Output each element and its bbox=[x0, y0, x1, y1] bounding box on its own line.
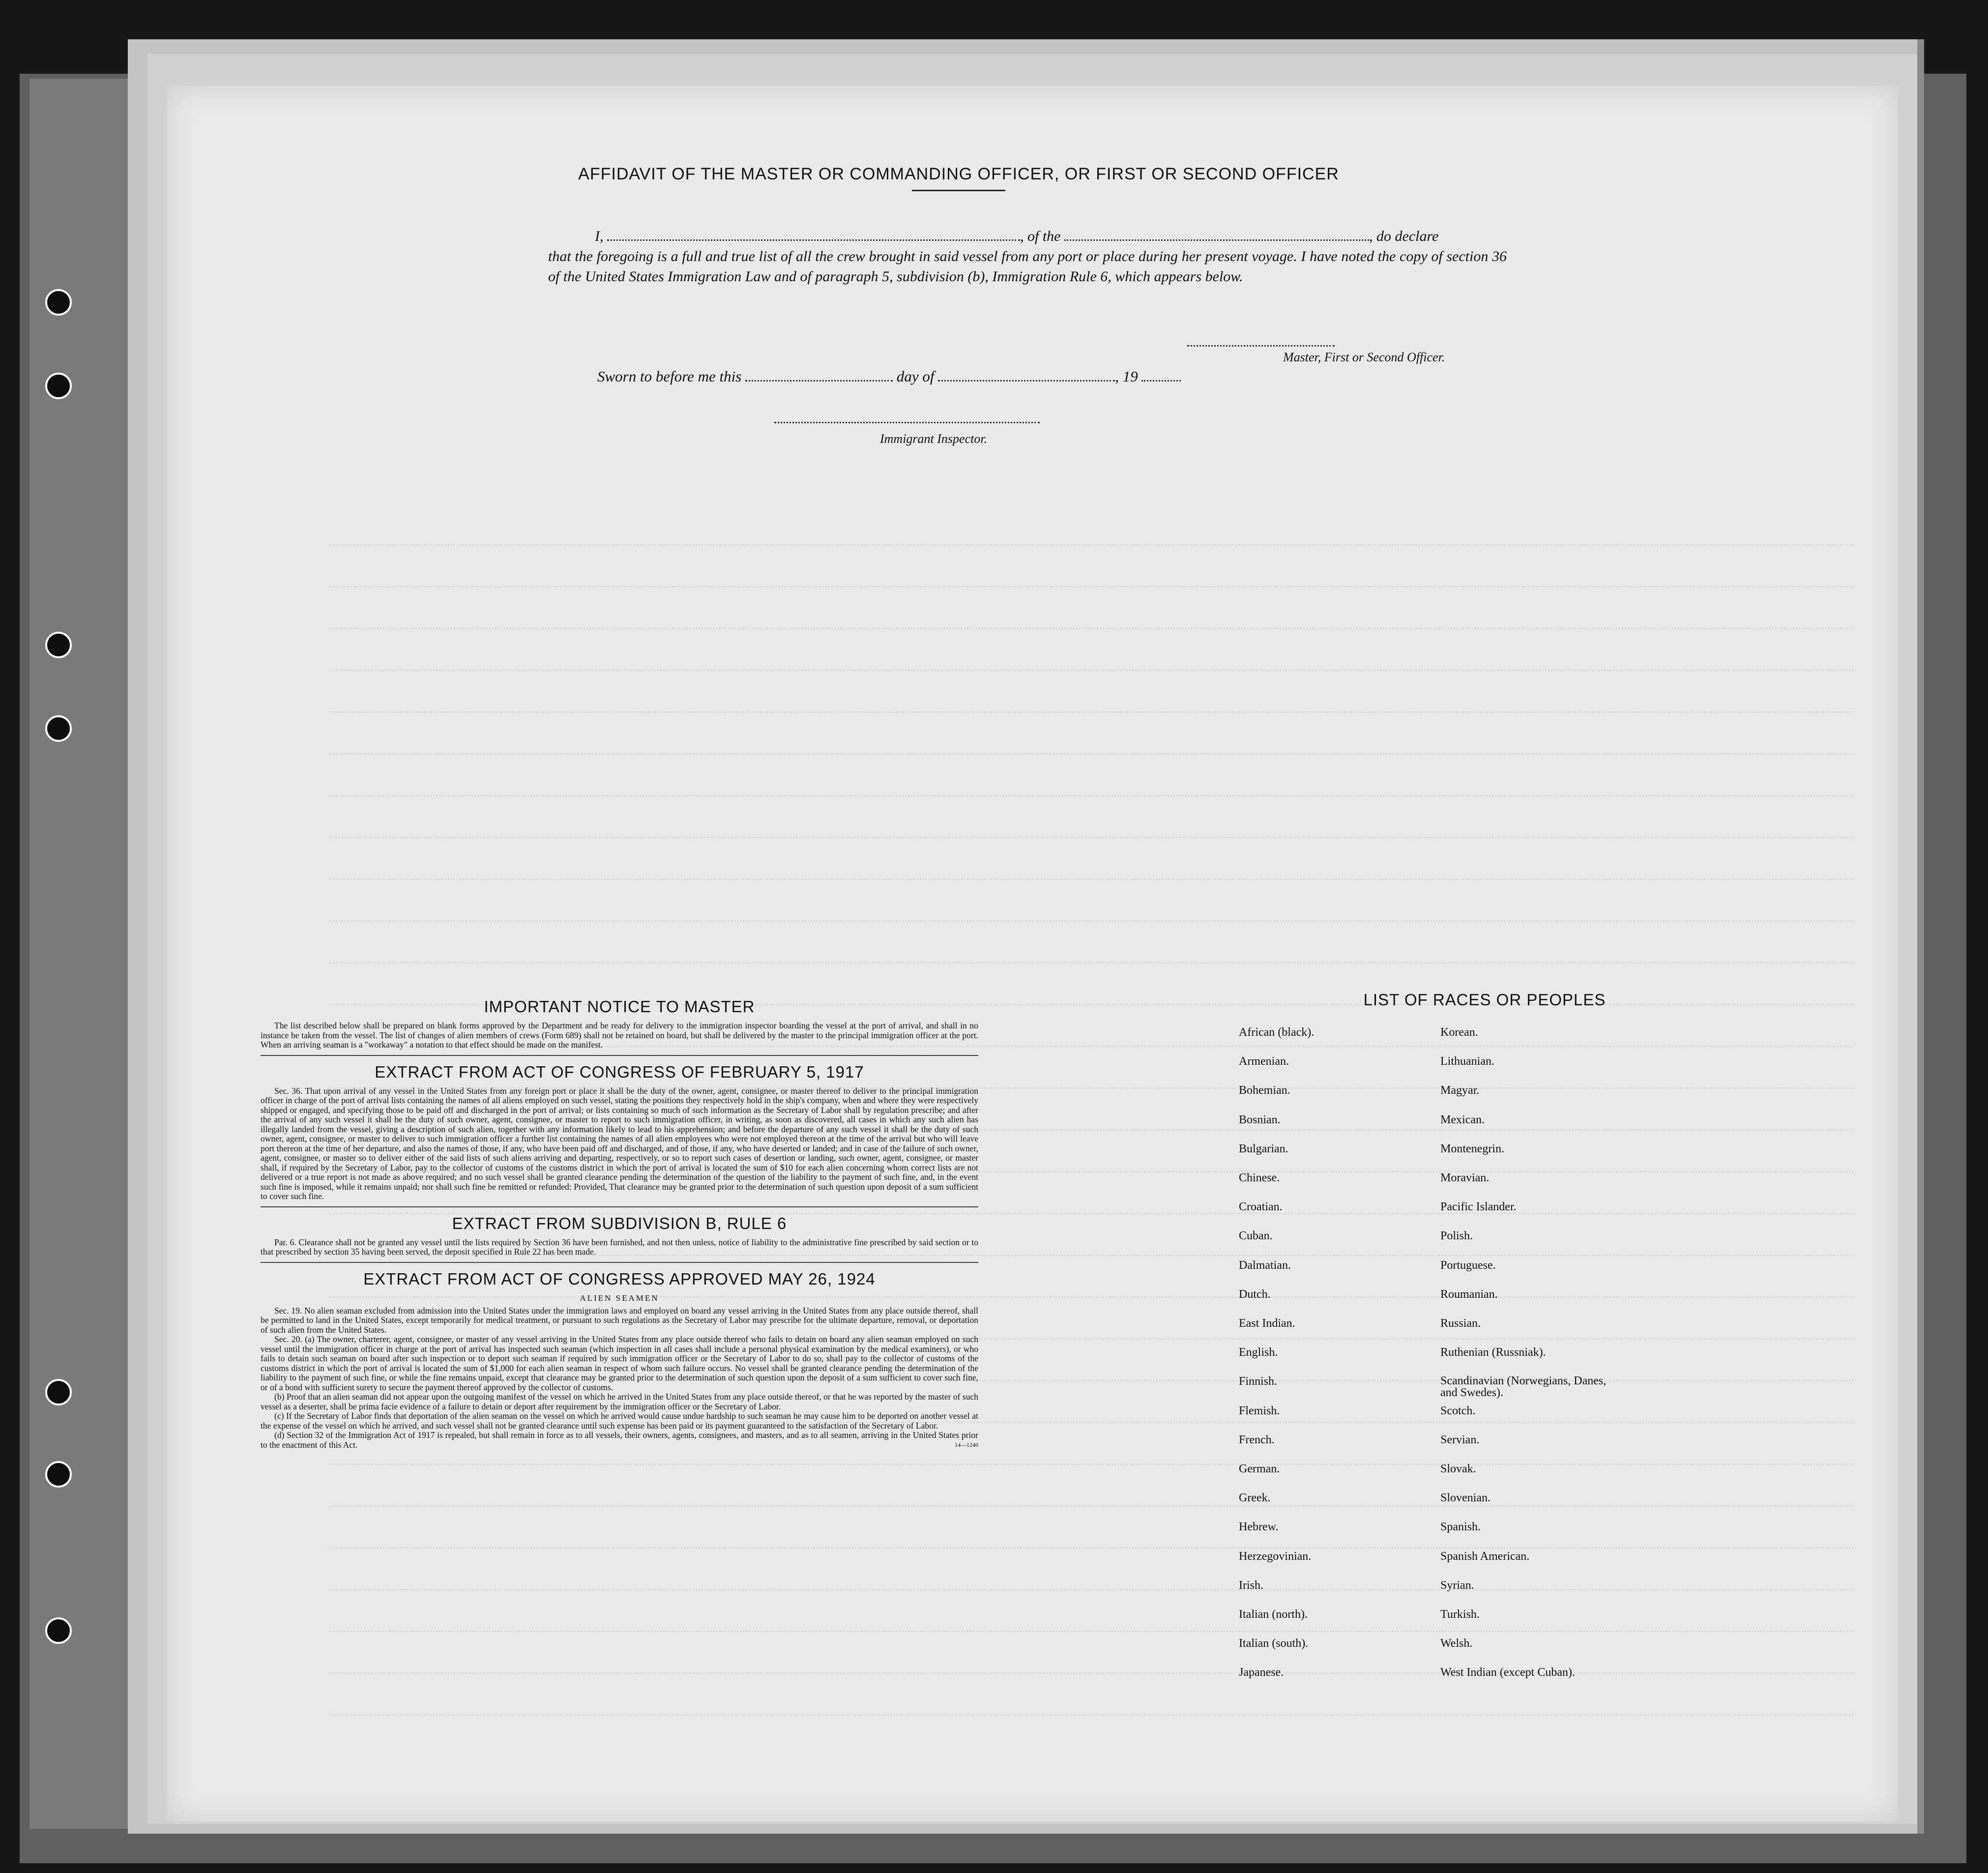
race-item: Cuban. bbox=[1239, 1229, 1273, 1243]
race-item: Servian. bbox=[1440, 1433, 1480, 1446]
race-item: Irish. bbox=[1239, 1579, 1263, 1592]
sworn-day-of: day of bbox=[896, 368, 935, 385]
race-item: Ruthenian (Russniak). bbox=[1440, 1346, 1546, 1359]
sworn-year-blank bbox=[1141, 380, 1181, 381]
sworn-year: , 19 bbox=[1115, 368, 1138, 385]
race-item: Hebrew. bbox=[1239, 1521, 1279, 1534]
race-item: Scotch. bbox=[1440, 1404, 1476, 1417]
affidavit-title: AFFIDAVIT OF THE MASTER OR COMMANDING OFFICER, OR FIRST OR SECOND OFFICER bbox=[578, 165, 1339, 183]
extract-rule6-text: Par. 6. Clearance shall not be granted any vessel until the lists required by Section 36 have been furnished, and not then unless, notice of liability to the administrative fine prescribed by said section or to that prescribed by section 35 having been served, the deposit specified in Rule 22 has been made. bbox=[261, 1237, 978, 1257]
race-item: Bohemian. bbox=[1239, 1084, 1290, 1097]
race-item: Korean. bbox=[1440, 1026, 1478, 1039]
race-item: Turkish. bbox=[1440, 1608, 1480, 1621]
sworn-month-blank bbox=[938, 380, 1115, 381]
extract-rule6-title: EXTRACT FROM SUBDIVISION B, RULE 6 bbox=[452, 1214, 787, 1232]
race-item: Montenegrin. bbox=[1440, 1142, 1504, 1155]
extract-1924-sec20b: (b) Proof that an alien seaman did not appear upon the outgoing manifest of the vessel on which he arrived in the United States from any place outside thereof, or that he was reported by the master of such vessel as a deserter, shall be prima facie evidence of a failure to detain or deport after requirement by the immigration officer or the Secretary of Labor. bbox=[261, 1392, 978, 1411]
inspector-signature-line bbox=[774, 422, 1040, 423]
binder-hole bbox=[45, 1379, 72, 1405]
section-divider bbox=[261, 1262, 978, 1263]
race-item: Dutch. bbox=[1239, 1288, 1271, 1301]
notice-title: IMPORTANT NOTICE TO MASTER bbox=[484, 997, 755, 1016]
binder-hole bbox=[45, 715, 72, 742]
manifest-page bbox=[167, 86, 1898, 1821]
race-item: Polish. bbox=[1440, 1229, 1473, 1243]
race-item: Moravian. bbox=[1440, 1171, 1490, 1184]
race-item: Finnish. bbox=[1239, 1375, 1278, 1388]
affidavit-text: that the foregoing is a full and true list of all the crew brought in said vessel from any port or place during her present voyage. I have noted the copy of section 36 of the United States Immigration Law and of paragraph 5, subdivision (b), Immigration Rule 6, which appears below. bbox=[548, 248, 1507, 285]
race-item: Flemish. bbox=[1239, 1404, 1280, 1417]
race-item: African (black). bbox=[1239, 1026, 1315, 1039]
legal-extracts bbox=[261, 991, 978, 1450]
race-item: Bosnian. bbox=[1239, 1113, 1281, 1126]
binder-hole bbox=[45, 373, 72, 399]
binder-hole bbox=[45, 1461, 72, 1488]
race-item: Scandinavian (Norwegians, Danes, and Swedes). bbox=[1440, 1375, 1607, 1400]
extract-1924-subtitle: ALIEN SEAMEN bbox=[580, 1293, 659, 1303]
section-divider bbox=[261, 1206, 978, 1207]
binder-hole bbox=[45, 1617, 72, 1644]
race-item: Dalmatian. bbox=[1239, 1258, 1291, 1272]
race-item: Roumanian. bbox=[1440, 1288, 1498, 1301]
form-code: 14—1240 bbox=[955, 1441, 978, 1448]
extract-1924-sec20d-text: (d) Section 32 of the Immigration Act of 1917 is repealed, but shall remain in force as to all vessels, their owners, agents, consignees, and masters, and as to all seamen, arriving in the United States prior to the enactment of this Act. bbox=[261, 1430, 978, 1450]
extract-1924-sec19: Sec. 19. No alien seaman excluded from admission into the United States under the immigration laws and employed on board any vessel arriving in the United States from any place outside thereof, shall be permitted to land in the United States, except temporarily for medical treatment, or pursuant to such regulations as the Secretary of Labor may prescribe for the ultimate departure, removal, or deportation of such alien from the United States. bbox=[261, 1305, 978, 1335]
master-name-blank bbox=[607, 239, 1020, 241]
signature-line bbox=[1187, 345, 1335, 347]
race-item: Spanish American. bbox=[1440, 1550, 1530, 1563]
sworn-day-blank bbox=[745, 380, 893, 381]
affidavit-line-1 bbox=[548, 226, 1507, 246]
race-item: Magyar. bbox=[1440, 1084, 1480, 1097]
race-item: Croatian. bbox=[1239, 1200, 1283, 1214]
affidavit-of-the: , of the bbox=[1020, 228, 1061, 244]
sworn-line bbox=[597, 368, 1181, 385]
affidavit-header bbox=[413, 165, 1504, 197]
race-item: Spanish. bbox=[1440, 1521, 1481, 1534]
race-item: West Indian (except Cuban). bbox=[1440, 1666, 1575, 1679]
race-item: French. bbox=[1239, 1433, 1275, 1446]
section-divider bbox=[261, 1055, 978, 1056]
race-item: Pacific Islander. bbox=[1440, 1200, 1517, 1214]
signature-label: Master, First or Second Officer. bbox=[1283, 350, 1445, 364]
binder-hole bbox=[45, 289, 72, 316]
title-rule bbox=[912, 190, 1005, 191]
race-item: Bulgarian. bbox=[1239, 1142, 1288, 1155]
affidavit-body bbox=[548, 226, 1507, 287]
race-item: Chinese. bbox=[1239, 1171, 1280, 1184]
race-item: East Indian. bbox=[1239, 1317, 1295, 1330]
race-item: Mexican. bbox=[1440, 1113, 1485, 1126]
race-item: Portuguese. bbox=[1440, 1258, 1496, 1272]
binder-hole bbox=[45, 632, 72, 658]
extract-1917-text: Sec. 36. That upon arrival of any vessel in the United States from any foreign port or place it shall be the duty of the owner, agent, consignee, or master thereof to deliver to the principal immigration officer in charge of the port of arrival lists containing the names of all aliens employed on such vessel, stating the positions they respectively hold in the ship's company, when and where they were respectively shipped or engaged, and specifying those to be paid off and discharged in the port of arrival; or lists containing so much of such information as the Secretary of Labor shall by regulation prescribe; and after the arrival of any such vessel it shall be the duty of such owner, agent, consignee, or master to report to such immigration officer, in writing, as soon as discovered, all cases in which any such alien has illegally landed from the vessel, giving a description of such alien, together with any information likely to lead to his apprehension; and before the departure of any such vessel it shall be the duty of such owner, agent, consignee, or master to deliver to such immigration officer a further list containing the names of all alien employees who were not employed thereon at the time of the arrival but who will leave port thereon at the time of her departure, and also the names of those, if any, who have been paid off and discharged, and of those, if any, who have deserted or landed; and in case of the failure of such owner, agent, consignee, or master so to deliver either of the said lists of such aliens arriving and departing, respectively, or so to report such cases of desertion or landing, such owner, agent, consignee, or master shall, if required by the Secretary of Labor, pay to the collector of customs of the customs district in which the port of arrival is located the sum of $10 for each alien concerning whom correct lists are not delivered or a true report is not made as above required; and no such vessel shall be granted clearance pending the determination of the question of the liability to the payment of such fine, and, in the event such fine is imposed, while it remains unpaid; nor shall such fine be remitted or refunded: Provided, That clearance may be granted prior to the determination of such question upon deposit of a sum sufficient to cover such fine. bbox=[261, 1085, 978, 1201]
race-item: English. bbox=[1239, 1346, 1278, 1359]
race-item: Japanese. bbox=[1239, 1666, 1284, 1679]
race-item: Welsh. bbox=[1440, 1637, 1473, 1650]
race-item: Italian (north). bbox=[1239, 1608, 1308, 1621]
race-item: Slovak. bbox=[1440, 1463, 1476, 1475]
sworn-prefix: Sworn to before me this bbox=[597, 368, 742, 385]
extract-1924-sec20a: Sec. 20. (a) The owner, charterer, agent, consignee, or master of any vessel arriving in the United States from any place outside thereof who fails to detain on board any alien seaman employed on such vessel until the immigration officer in charge at the port of arrival has inspected such seaman (which inspection in all cases shall include a personal physical examination by the medical examiners), or who fails to detain such seaman on board after such inspection or to deport such seaman if required by such immigration officer or the Secretary of Labor to do so, shall pay to the collector of customs of the customs district in which the port of arrival is located the sum of $1,000 for each alien seaman in respect of whom such failure occurs. No vessel shall be granted clearance pending the determination of the liability to the payment of such fine, or while the fine remains unpaid, except that clearance may be granted prior to the determination of such question upon the deposit of a sum sufficient to cover such fine, or of a bond with sufficient surety to secure the payment thereof approved by the collector of customs. bbox=[261, 1334, 978, 1392]
race-item: Armenian. bbox=[1239, 1055, 1289, 1068]
race-item: German. bbox=[1239, 1463, 1280, 1475]
race-item: Herzegovinian. bbox=[1239, 1550, 1312, 1563]
affidavit-i: I, bbox=[595, 228, 604, 244]
extract-1924-sec20d bbox=[261, 1431, 978, 1450]
extract-1924-title: EXTRACT FROM ACT OF CONGRESS APPROVED MAY 26, 1924 bbox=[363, 1269, 876, 1288]
notice-text: The list described below shall be prepared on blank forms approved by the Department and be ready for delivery to the immigration inspector boarding the vessel at the port of arrival, and shall in no instance be taken from the vessel. The list of changes of alien members of crews (Form 689) shall not be retained on board, but shall be delivered by the master to the principal immigration officer at the port. When an arriving seaman is a "workaway" a notation to that effect should be made on the manifest. bbox=[261, 1021, 978, 1050]
race-item: Italian (south). bbox=[1239, 1637, 1309, 1650]
race-item: Syrian. bbox=[1440, 1579, 1474, 1592]
races-list bbox=[1239, 991, 1730, 1679]
extract-1924-sec20c: (c) If the Secretary of Labor finds that deportation of the alien seaman on the vessel on which he arrived would cause undue hardship to such seaman he may cause him to be deported on another vessel at the expense of the vessel on which he arrived, and such vessel shall not be granted clearance until such expense has been paid or its payment guaranteed to the satisfaction of the Secretary of Labor. bbox=[261, 1411, 978, 1431]
inspector-label: Immigrant Inspector. bbox=[880, 432, 988, 446]
race-item: Russian. bbox=[1440, 1317, 1481, 1330]
race-item: Lithuanian. bbox=[1440, 1055, 1494, 1068]
races-title: LIST OF RACES OR PEOPLES bbox=[1363, 991, 1606, 1009]
affidavit-declare: , do declare bbox=[1369, 228, 1439, 244]
extract-1917-title: EXTRACT FROM ACT OF CONGRESS OF FEBRUARY 5, 1917 bbox=[375, 1062, 864, 1081]
race-item: Greek. bbox=[1239, 1492, 1271, 1505]
race-item: Slovenian. bbox=[1440, 1492, 1491, 1505]
vessel-name-blank bbox=[1064, 239, 1369, 241]
